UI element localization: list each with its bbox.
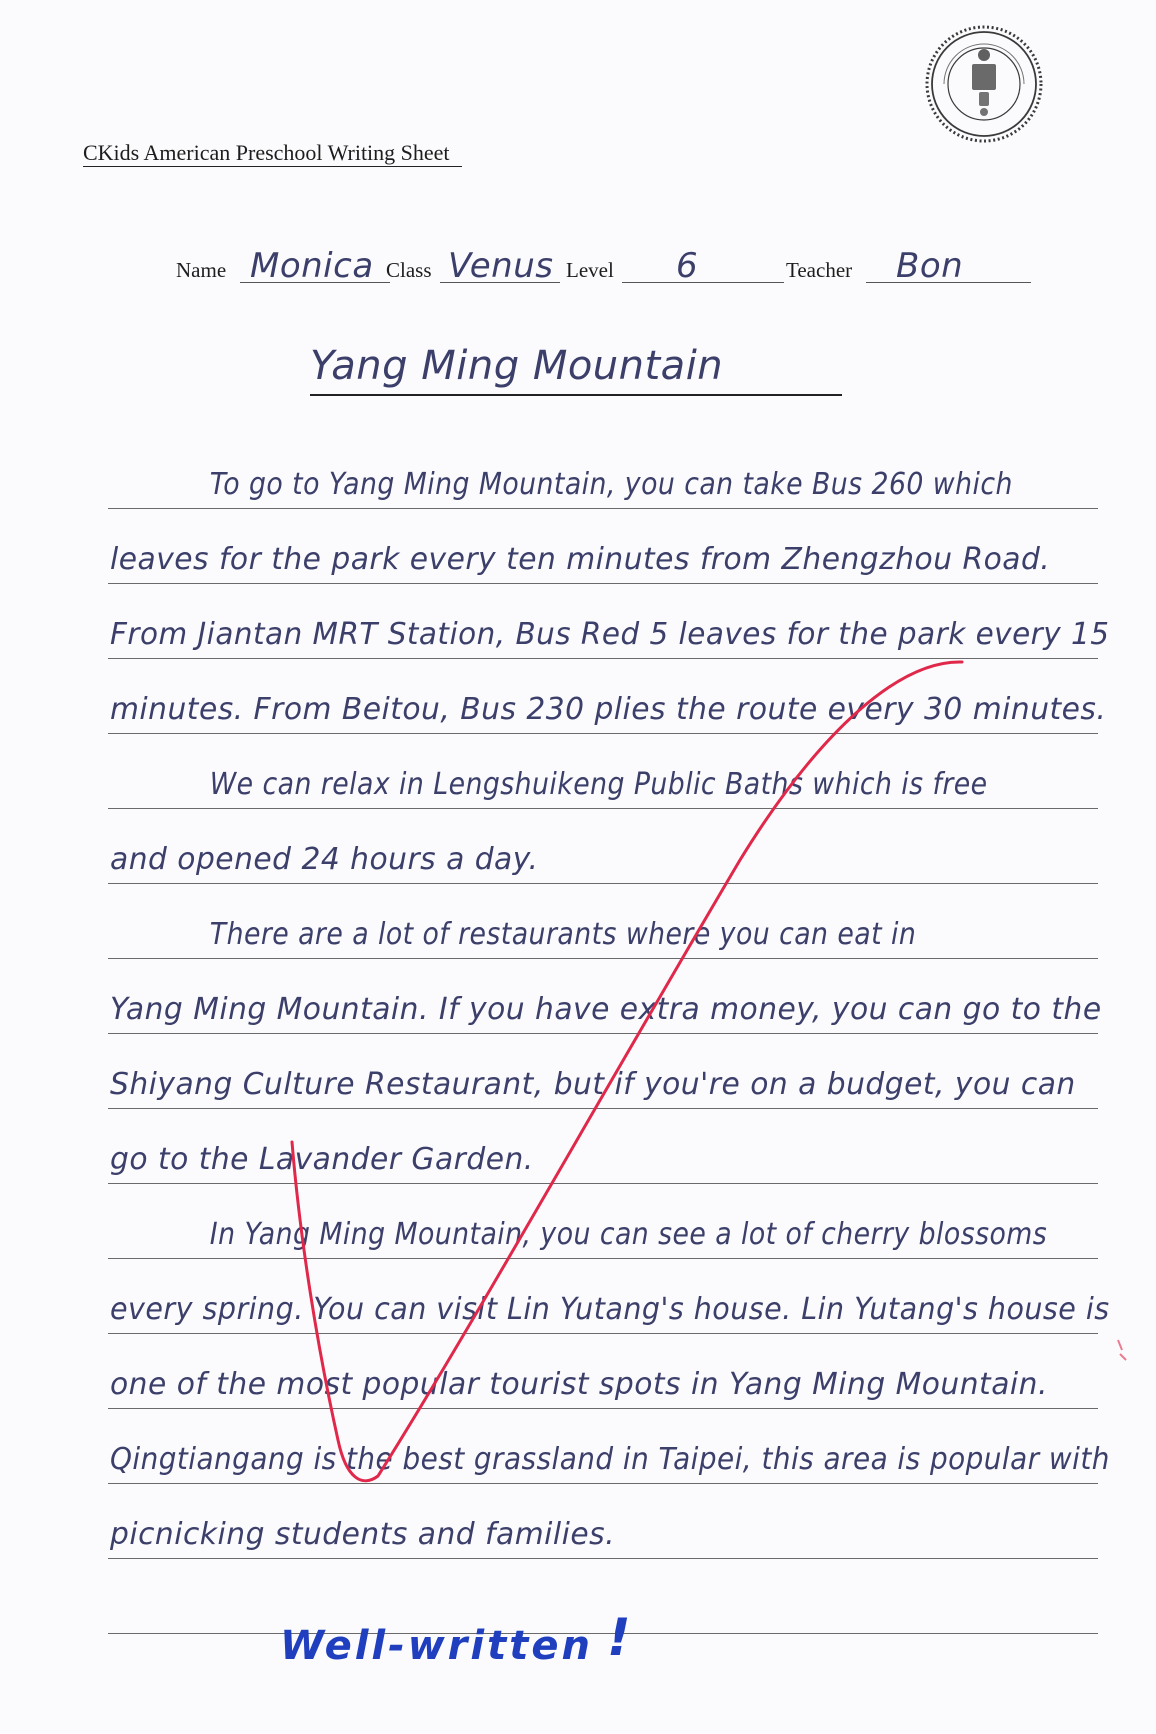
ruled-line <box>108 508 1098 509</box>
essay-line: every spring. You can visit Lin Yutang's house. Lin Yutang's house is <box>110 1292 1110 1327</box>
comment-text: Well-written <box>280 1623 593 1669</box>
class-value: Venus <box>448 246 554 286</box>
ruled-line <box>108 1558 1098 1559</box>
comment-exclamation: ! <box>606 1608 634 1668</box>
essay-line: Qingtiangang is the best grassland in Taipei, this area is popular with <box>110 1442 1110 1477</box>
ruled-line <box>108 883 1098 884</box>
essay-line: leaves for the park every ten minutes from Zhengzhou Road. <box>110 542 1051 577</box>
ruled-line <box>108 958 1098 959</box>
name-value: Monica <box>250 246 374 286</box>
ruled-line <box>108 1108 1098 1109</box>
ruled-line <box>108 1258 1098 1259</box>
essay-line: There are a lot of restaurants where you can eat in <box>209 917 917 952</box>
sheet-header-title: CKids American Preschool Writing Sheet <box>83 140 462 167</box>
ruled-line <box>108 1483 1098 1484</box>
teacher-label: Teacher <box>786 258 853 282</box>
ruled-line <box>108 658 1098 659</box>
teacher-comment <box>280 1608 634 1669</box>
school-seal-stamp-icon <box>922 22 1046 146</box>
class-label: Class <box>386 258 432 282</box>
essay-line: one of the most popular tourist spots in Yang Ming Mountain. <box>110 1367 1048 1402</box>
ruled-line <box>108 733 1098 734</box>
essay-line: and opened 24 hours a day. <box>110 842 539 877</box>
essay-title-underline <box>310 394 842 396</box>
ruled-line <box>108 808 1098 809</box>
essay-line: Yang Ming Mountain. If you have extra money, you can go to the <box>110 992 1102 1027</box>
name-label: Name <box>176 258 227 282</box>
essay-line: In Yang Ming Mountain, you can see a lot of cherry blossoms <box>209 1217 1048 1252</box>
essay-line: go to the Lavander Garden. <box>110 1142 534 1177</box>
essay-line: To go to Yang Ming Mountain, you can take Bus 260 which <box>209 467 1013 502</box>
level-value: 6 <box>676 246 699 286</box>
ruled-line <box>108 583 1098 584</box>
ruled-line <box>108 1408 1098 1409</box>
level-field-line <box>622 282 784 283</box>
ruled-line <box>108 1183 1098 1184</box>
ruled-line <box>108 1033 1098 1034</box>
ruled-line <box>108 1333 1098 1334</box>
essay-line: Shiyang Culture Restaurant, but if you're on a budget, you can <box>110 1067 1076 1102</box>
essay-line: From Jiantan MRT Station, Bus Red 5 leaves for the park every 15 <box>110 617 1110 652</box>
essay-line: We can relax in Lengshuikeng Public Baths which is free <box>209 767 988 802</box>
essay-line: picnicking students and families. <box>110 1517 616 1552</box>
level-label: Level <box>566 258 614 282</box>
essay-line: minutes. From Beitou, Bus 230 plies the route every 30 minutes. <box>110 692 1107 727</box>
essay-title: Yang Ming Mountain <box>310 343 724 389</box>
teacher-value: Bon <box>896 246 964 286</box>
